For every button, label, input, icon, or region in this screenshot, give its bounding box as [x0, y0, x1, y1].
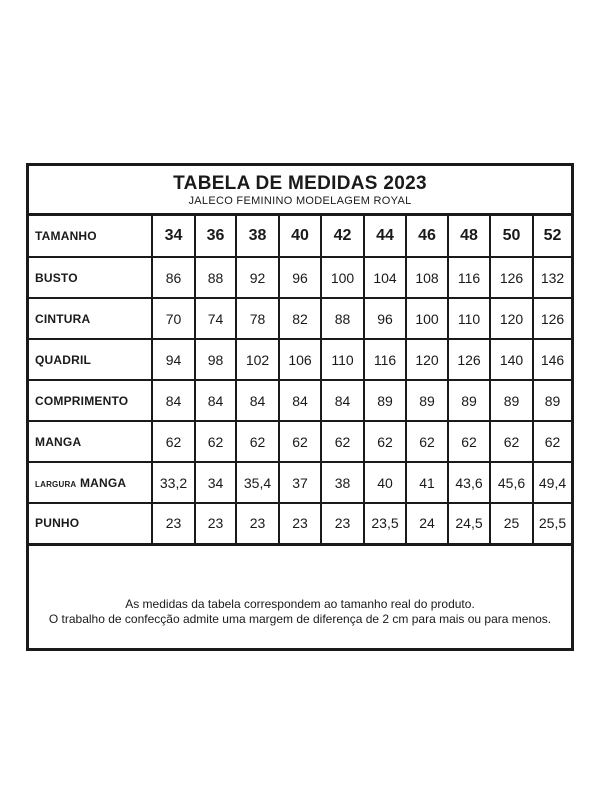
measurement-cell: 34 — [195, 462, 236, 503]
measurement-cell: 126 — [533, 298, 571, 339]
measurement-cell: 62 — [490, 421, 533, 462]
measurements-table — [29, 216, 571, 546]
size-36: 36 — [195, 216, 236, 257]
row-label-text: COMPRIMENTO — [35, 393, 129, 408]
measurement-cell: 23 — [236, 503, 279, 544]
measurement-cell: 126 — [490, 257, 533, 298]
measurement-cell: 62 — [364, 421, 406, 462]
measurement-cell: 62 — [279, 421, 321, 462]
size-48: 48 — [448, 216, 490, 257]
size-40: 40 — [279, 216, 321, 257]
title-block — [29, 166, 571, 216]
size-chart — [26, 163, 574, 651]
measurement-row — [29, 380, 571, 421]
size-42: 42 — [321, 216, 364, 257]
measurement-cell: 84 — [321, 380, 364, 421]
measurement-cell: 24,5 — [448, 503, 490, 544]
measurement-cell: 132 — [533, 257, 571, 298]
measurement-cell: 110 — [448, 298, 490, 339]
row-label-text: PUNHO — [35, 516, 80, 531]
size-header-label: TAMANHO — [29, 216, 152, 257]
measurement-cell: 41 — [406, 462, 448, 503]
measurement-cell: 43,6 — [448, 462, 490, 503]
measurement-cell: 94 — [152, 339, 195, 380]
measurement-cell: 23 — [321, 503, 364, 544]
disclaimer — [29, 576, 571, 648]
size-38: 38 — [236, 216, 279, 257]
row-label — [29, 421, 152, 462]
measurement-cell: 25,5 — [533, 503, 571, 544]
measurement-cell: 24 — [406, 503, 448, 544]
measurement-cell: 23 — [195, 503, 236, 544]
disclaimer-line-2: O trabalho de confecção admite uma margem de diferença de 2 cm para mais ou para menos. — [48, 612, 552, 626]
measurement-cell: 88 — [195, 257, 236, 298]
measurement-cell: 23,5 — [364, 503, 406, 544]
row-label — [29, 257, 152, 298]
measurement-cell: 86 — [152, 257, 195, 298]
measurement-cell: 82 — [279, 298, 321, 339]
measurement-cell: 37 — [279, 462, 321, 503]
measurement-row — [29, 503, 571, 544]
measurement-cell: 84 — [152, 380, 195, 421]
measurement-cell: 40 — [364, 462, 406, 503]
measurement-cell: 62 — [236, 421, 279, 462]
row-label — [29, 298, 152, 339]
row-label — [29, 503, 152, 544]
measurement-cell: 62 — [533, 421, 571, 462]
measurement-cell: 45,6 — [490, 462, 533, 503]
measurement-row — [29, 298, 571, 339]
measurement-row — [29, 339, 571, 380]
measurement-cell: 110 — [321, 339, 364, 380]
size-44: 44 — [364, 216, 406, 257]
measurement-cell: 102 — [236, 339, 279, 380]
disclaimer-line-1: As medidas da tabela correspondem ao tamanho real do produto. — [125, 597, 475, 611]
row-label — [29, 462, 152, 503]
measurement-cell: 74 — [195, 298, 236, 339]
measurement-cell: 96 — [364, 298, 406, 339]
size-header-row — [29, 216, 571, 257]
measurement-cell: 104 — [364, 257, 406, 298]
chart-title: TABELA DE MEDIDAS 2023 — [173, 173, 427, 194]
size-52: 52 — [533, 216, 571, 257]
measurement-cell: 49,4 — [533, 462, 571, 503]
measurement-cell: 89 — [364, 380, 406, 421]
row-label-text: MANGA — [35, 434, 82, 449]
measurement-cell: 140 — [490, 339, 533, 380]
size-46: 46 — [406, 216, 448, 257]
measurement-row — [29, 257, 571, 298]
row-label — [29, 380, 152, 421]
measurement-cell: 100 — [321, 257, 364, 298]
row-label-text: QUADRIL — [35, 352, 92, 367]
measurement-cell: 108 — [406, 257, 448, 298]
measurement-cell: 38 — [321, 462, 364, 503]
measurement-cell: 23 — [279, 503, 321, 544]
measurement-cell: 84 — [195, 380, 236, 421]
measurement-cell: 89 — [406, 380, 448, 421]
measurement-cell: 62 — [152, 421, 195, 462]
measurement-cell: 62 — [448, 421, 490, 462]
row-label-prefix: LARGURA — [35, 479, 77, 489]
row-label-text: MANGA — [79, 475, 127, 490]
measurement-cell: 92 — [236, 257, 279, 298]
measurement-cell: 89 — [448, 380, 490, 421]
measurement-row — [29, 462, 571, 503]
measurement-cell: 23 — [152, 503, 195, 544]
measurement-cell: 116 — [448, 257, 490, 298]
measurement-cell: 146 — [533, 339, 571, 380]
measurement-cell: 120 — [406, 339, 448, 380]
size-34: 34 — [152, 216, 195, 257]
measurement-cell: 89 — [490, 380, 533, 421]
measurement-cell: 62 — [406, 421, 448, 462]
measurement-cell: 96 — [279, 257, 321, 298]
measurement-cell: 100 — [406, 298, 448, 339]
chart-subtitle: JALECO FEMININO MODELAGEM ROYAL — [188, 195, 412, 207]
measurement-cell: 62 — [321, 421, 364, 462]
row-label-text: BUSTO — [35, 270, 78, 285]
measurement-cell: 25 — [490, 503, 533, 544]
size-50: 50 — [490, 216, 533, 257]
measurement-cell: 70 — [152, 298, 195, 339]
measurement-cell: 126 — [448, 339, 490, 380]
measurement-cell: 89 — [533, 380, 571, 421]
measurement-row — [29, 421, 571, 462]
measurement-cell: 98 — [195, 339, 236, 380]
measurement-cell: 84 — [279, 380, 321, 421]
measurement-cell: 33,2 — [152, 462, 195, 503]
measurement-cell: 35,4 — [236, 462, 279, 503]
measurement-cell: 116 — [364, 339, 406, 380]
measurement-cell: 62 — [195, 421, 236, 462]
measurement-cell: 120 — [490, 298, 533, 339]
row-label — [29, 339, 152, 380]
row-label-text: CINTURA — [35, 311, 91, 326]
measurement-cell: 106 — [279, 339, 321, 380]
measurement-cell: 88 — [321, 298, 364, 339]
measurement-cell: 78 — [236, 298, 279, 339]
measurement-cell: 84 — [236, 380, 279, 421]
